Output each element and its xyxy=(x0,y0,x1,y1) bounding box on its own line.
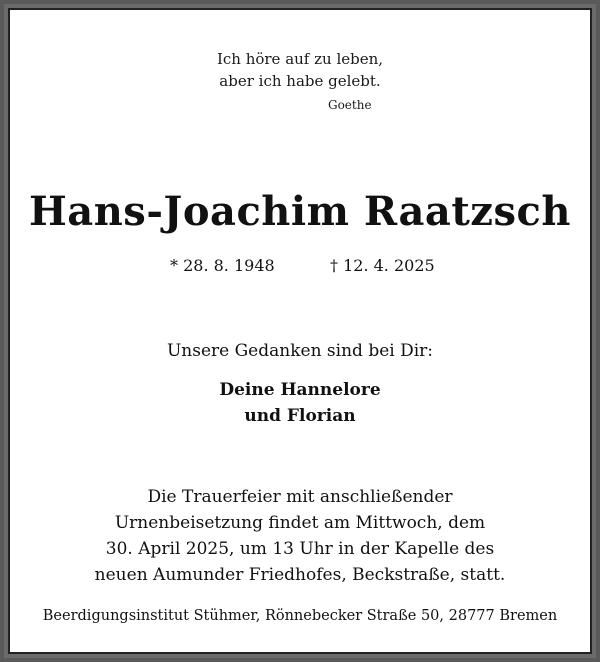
service-line: 30. April 2025, um 13 Uhr in der Kapelle des xyxy=(105,539,495,559)
thoughts-line: Unsere Gedanken sind bei Dir: xyxy=(166,341,434,361)
quote-line: Ich höre auf zu leben, xyxy=(216,50,384,68)
deceased-name: Hans-Joachim Raatzsch xyxy=(29,188,571,235)
obituary-notice xyxy=(8,8,592,654)
undertaker-address: Beerdigungsinstitut Stühmer, Rönnebecker Straße 50, 28777 Bremen xyxy=(42,608,558,624)
quote xyxy=(10,48,590,92)
quote-author: Goethe xyxy=(328,98,372,112)
quote-line: aber ich habe gelebt. xyxy=(219,72,381,90)
signature-line: und Florian xyxy=(244,406,356,426)
signature-line: Deine Hannelore xyxy=(219,380,381,400)
service-line: Urnenbeisetzung findet am Mittwoch, dem xyxy=(114,513,486,533)
service-line: neuen Aumunder Friedhofes, Beckstraße, statt. xyxy=(94,565,506,585)
birth-date: * 28. 8. 1948 xyxy=(170,256,275,275)
mourners-signature xyxy=(10,377,590,429)
service-line: Die Trauerfeier mit anschließender xyxy=(147,487,453,507)
service-announcement xyxy=(10,484,590,588)
death-date: † 12. 4. 2025 xyxy=(330,256,435,275)
